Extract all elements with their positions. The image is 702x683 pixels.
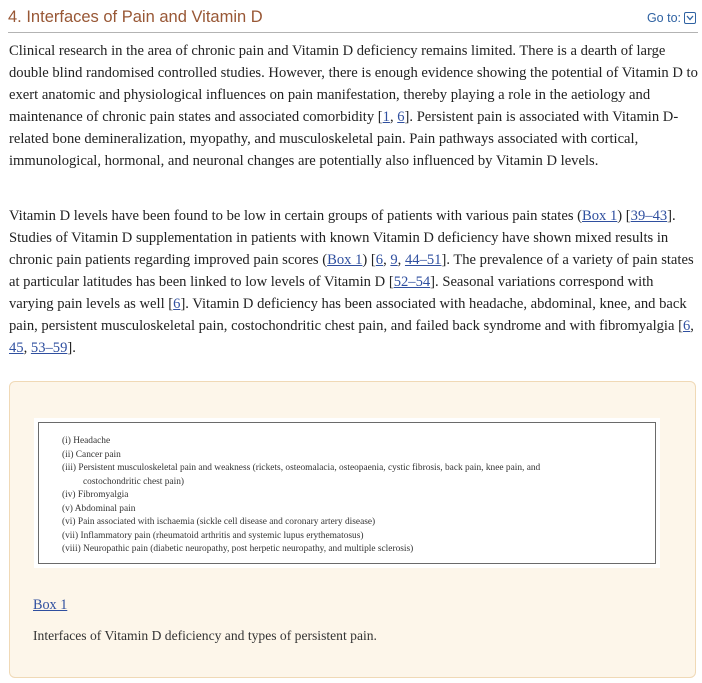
citation-link[interactable]: 6: [682, 318, 691, 334]
paragraph-text: ,: [389, 109, 398, 125]
goto-label: Go to:: [646, 11, 681, 25]
paragraph-text: ,: [383, 252, 391, 268]
section-title: 4. Interfaces of Pain and Vitamin D: [8, 8, 263, 26]
box-1-figure: [9, 381, 696, 678]
citation-link[interactable]: 1: [382, 109, 390, 125]
box-list-item: costochondritic chest pain): [83, 476, 185, 487]
paragraph-text: ,: [690, 318, 694, 334]
box-1-list: [38, 422, 656, 564]
citation-link[interactable]: Box 1: [327, 252, 363, 268]
box-list-item: (iii) Persistent musculoskeletal pain and weakness (rickets, osteomalacia, osteopaenia, cystic fibrosis, back pain, knee pain, and: [62, 463, 541, 473]
citation-link[interactable]: 52–54: [393, 274, 431, 290]
paragraph-text: ) [: [617, 208, 631, 224]
citation-link[interactable]: 53–59: [30, 340, 68, 356]
box-list-item: (iv) Fibromyalgia: [62, 490, 129, 500]
paragraph-2: [9, 205, 699, 359]
box-list-item: (vii) Inflammatory pain (rheumatoid arthritis and systemic lupus erythematosus): [62, 530, 364, 541]
box-list-item: (ii) Cancer pain: [62, 449, 121, 460]
citation-link[interactable]: 6: [173, 296, 181, 312]
box-1-caption: Interfaces of Vitamin D deficiency and types of persistent pain.: [33, 628, 377, 643]
paragraph-text: ,: [397, 252, 405, 268]
paragraph-text: ]. Seasonal variations correspond with varying pain levels as well [: [9, 274, 654, 312]
paragraph-text: ]. The prevalence of a variety of pain states at particular latitudes has been linked to low levels of Vitamin D [: [9, 252, 694, 290]
paragraph-text: ,: [23, 340, 31, 356]
paragraph-text: ]. Persistent pain is associated with Vitamin D-related bone demineralization, myopathy, and musculoskeletal pain. Pain pathways associated with cortical, immunological, hormonal, and neuronal changes are potentially also influenced by Vitamin D levels.: [9, 109, 679, 169]
goto-button[interactable]: [647, 11, 696, 25]
citation-link[interactable]: 6: [375, 252, 384, 268]
chevron-down-icon[interactable]: [684, 12, 696, 24]
paragraph-text: ) [: [362, 252, 376, 268]
paragraph-text: ].: [67, 340, 76, 356]
box-1-link[interactable]: Box 1: [33, 597, 68, 613]
citation-link[interactable]: 45: [9, 340, 24, 356]
citation-link[interactable]: 44–51: [404, 252, 442, 268]
box-list-item: (v) Abdominal pain: [62, 503, 136, 514]
paragraph-text: ]. Vitamin D deficiency has been associated with headache, abdominal, knee, and back pain, persistent musculoskeletal pain, costochondritic chest pain, and failed back syndrome and with fibromyalgia [: [9, 296, 687, 334]
citation-link[interactable]: 9: [390, 252, 398, 268]
paragraph-1: [9, 40, 699, 172]
paragraph-text: Clinical research in the area of chronic pain and Vitamin D deficiency remains limited. There is a dearth of large double blind randomised controlled studies. However, there is enough evidence showing the potential of Vitamin D to exert anatomic and physiological influences on pain manifestation, thereby playing a role in the aetiology and maintenance of chronic pain states and associated comorbidity [: [9, 43, 698, 125]
box-1-image: [34, 418, 660, 568]
box-list-item: (viii) Neuropathic pain (diabetic neuropathy, post herpetic neuropathy, and multiple sclerosis): [62, 544, 414, 554]
citation-link[interactable]: 39–43: [630, 208, 668, 224]
section-header: [8, 6, 698, 33]
box-list-item: (i) Headache: [62, 436, 111, 446]
paragraph-text: ]. Studies of Vitamin D supplementation in patients with known Vitamin D deficiency have shown mixed results in chronic pain patients regarding improved pain scores (: [9, 208, 676, 268]
box-list-item: (vi) Pain associated with ischaemia (sickle cell disease and coronary artery disease): [62, 517, 376, 527]
paragraph-text: Vitamin D levels have been found to be low in certain groups of patients with various pain states (: [9, 208, 583, 224]
citation-link[interactable]: Box 1: [582, 208, 618, 224]
citation-link[interactable]: 6: [397, 109, 405, 125]
